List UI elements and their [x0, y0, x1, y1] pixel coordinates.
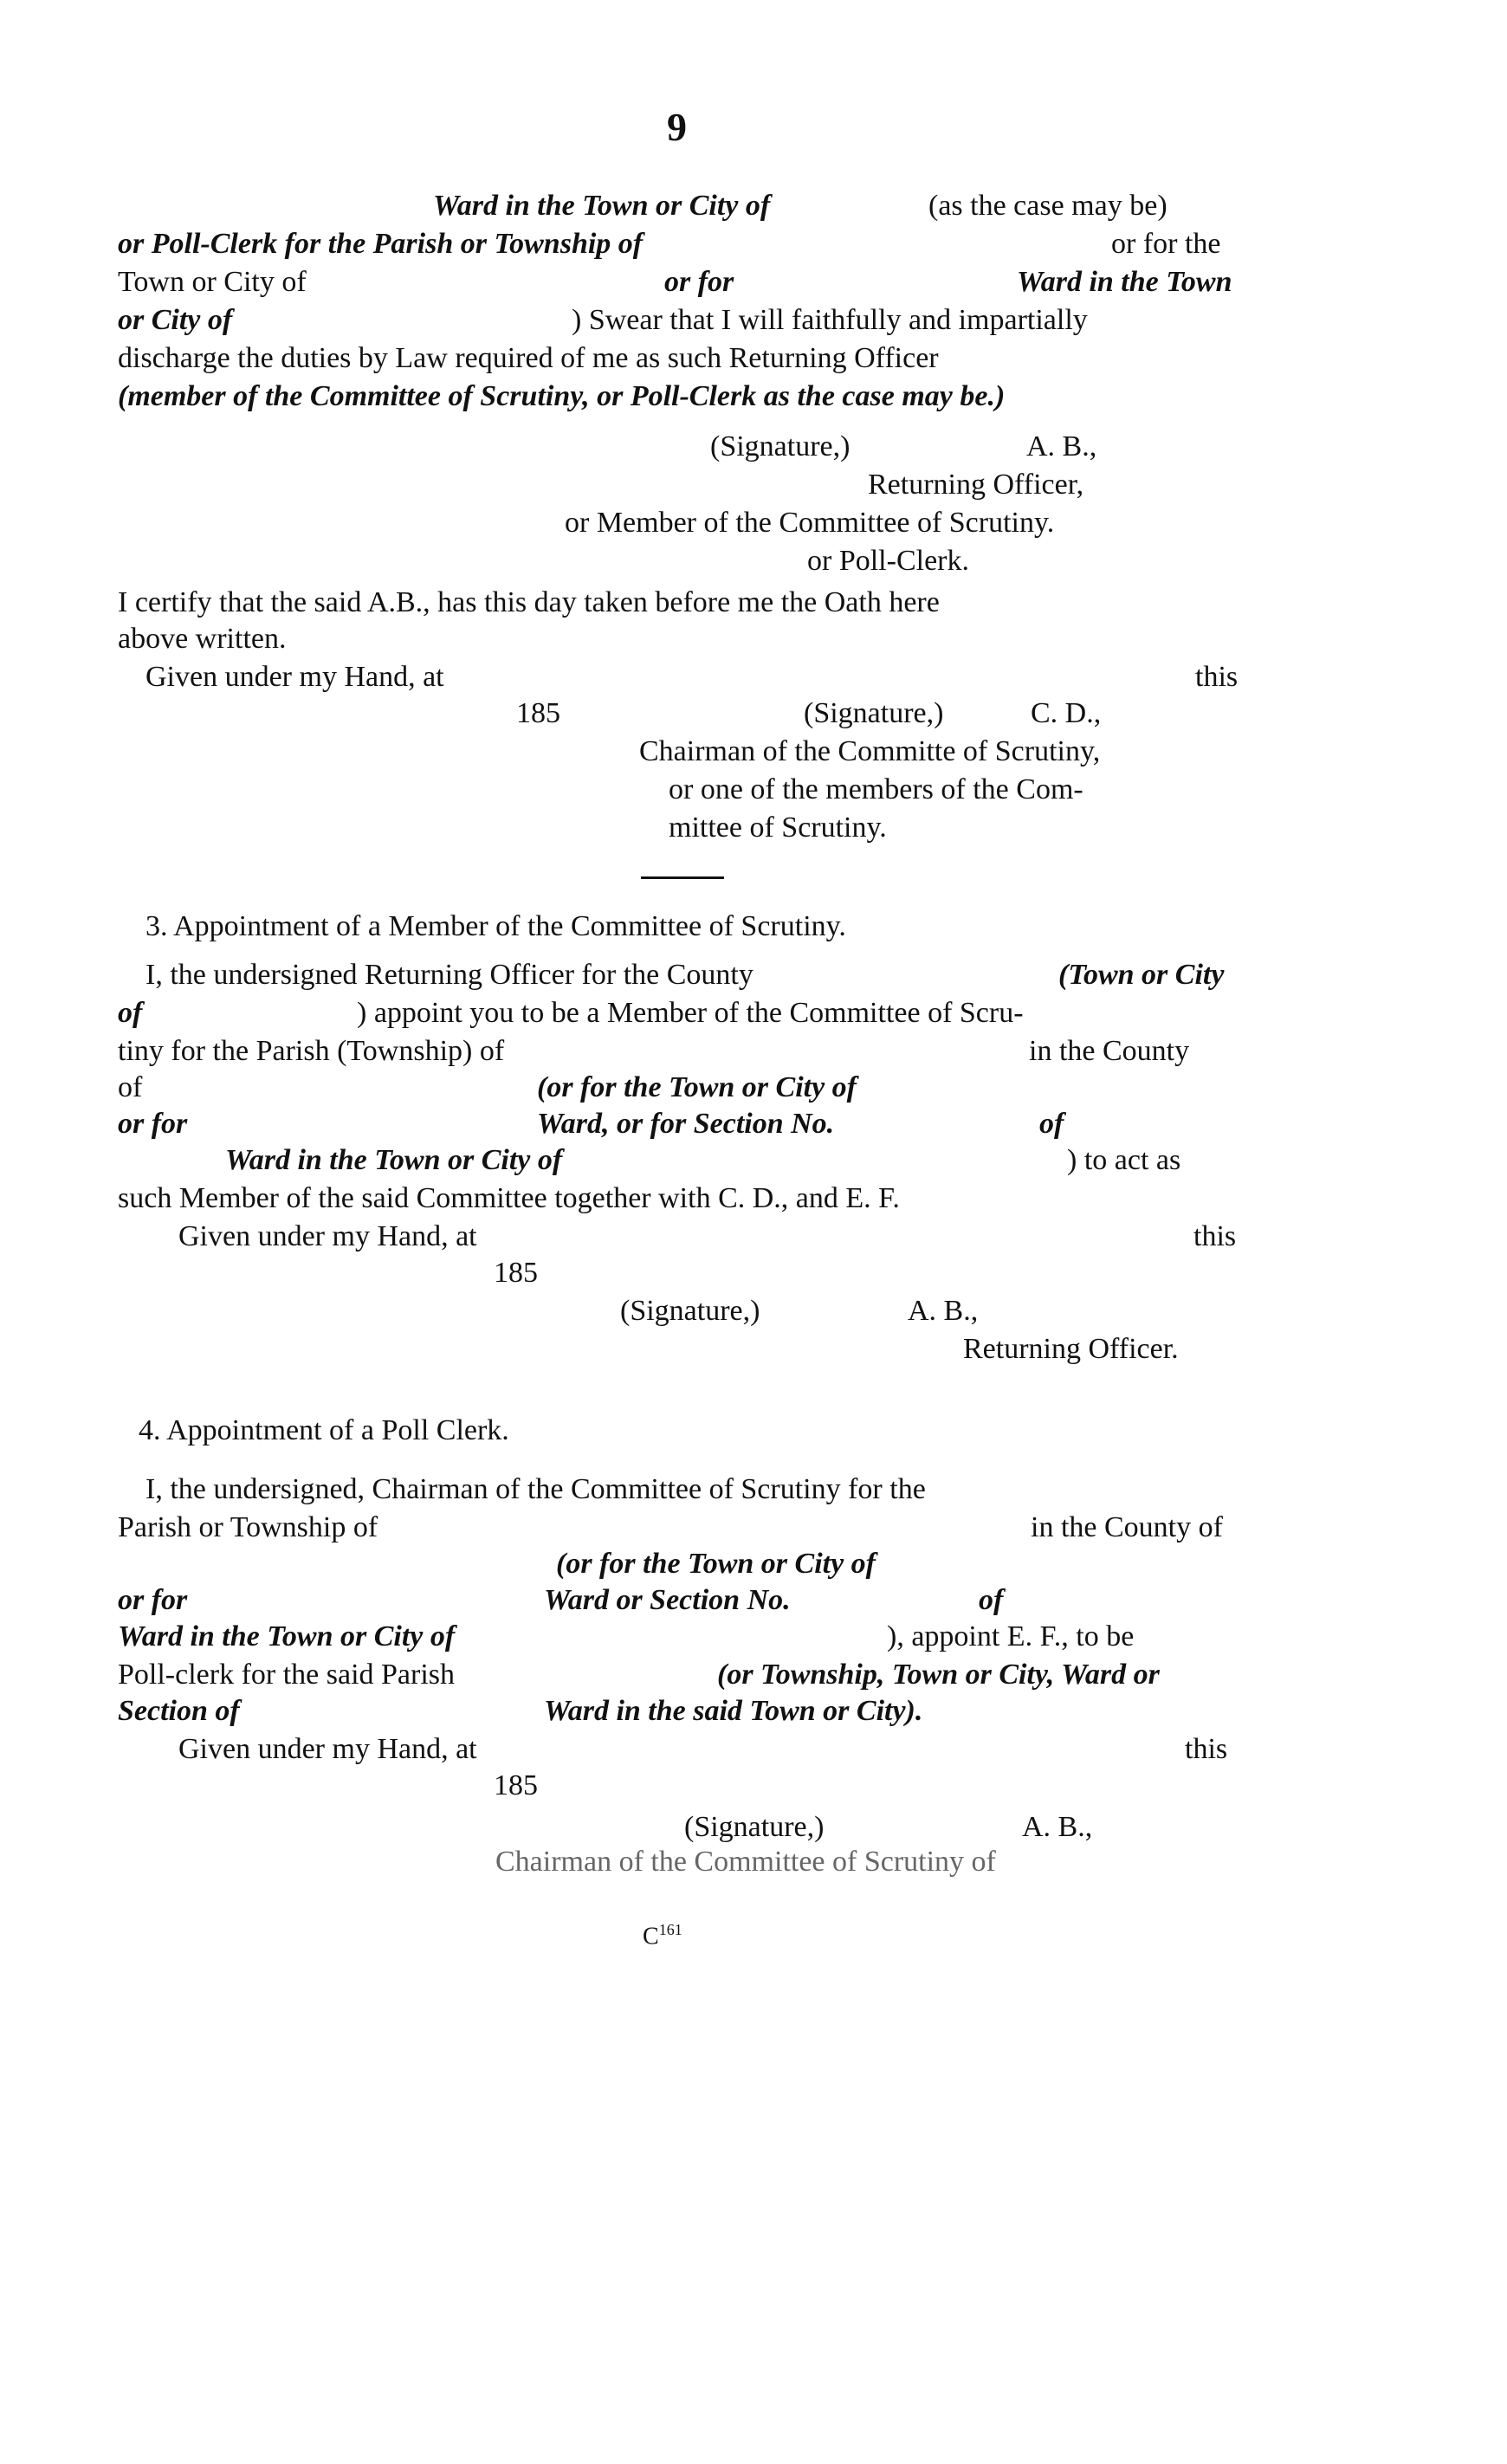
oath-line6: (member of the Committee of Scrutiny, or Poll-Clerk as the case may be.) — [118, 380, 1006, 412]
chairman-line3: mittee of Scrutiny. — [669, 812, 887, 844]
section4-line7-b: Ward in the said Town or City). — [544, 1695, 923, 1727]
oath-line4-a: or City of — [118, 304, 233, 336]
section3-line2-b: ) appoint you to be a Member of the Committee of Scru- — [357, 997, 1024, 1029]
section4-line4-c: of — [979, 1584, 1004, 1616]
section-divider — [641, 876, 724, 879]
chairman-line1: Chairman of the Committe of Scrutiny, — [639, 735, 1101, 767]
oath-signature-label: (Signature,) — [710, 430, 851, 462]
certify-line1: I certify that the said A.B., has this day taken before me the Oath here — [118, 586, 940, 618]
chairman-line2: or one of the members of the Com- — [669, 773, 1083, 805]
section4-line3: (or for the Town or City of — [556, 1548, 876, 1580]
section3-year: 185 — [494, 1257, 538, 1289]
oath-initials: A. B., — [1026, 430, 1097, 462]
section3-line4-b: (or for the Town or City of — [537, 1071, 857, 1103]
section3-heading: 3. Appointment of a Member of the Committee of Scrutiny. — [146, 910, 846, 942]
section3-given: Given under my Hand, at — [178, 1220, 477, 1252]
section4-line5-b: ), appoint E. F., to be — [887, 1620, 1135, 1652]
certify-line2: above written. — [118, 623, 287, 655]
section4-line4-b: Ward or Section No. — [544, 1584, 791, 1616]
section3-line6-b: ) to act as — [1067, 1144, 1181, 1176]
section4-line1: I, the undersigned, Chairman of the Committee of Scrutiny for the — [146, 1473, 926, 1505]
section3-line3-b: in the County — [1029, 1035, 1190, 1067]
oath-line3-a: Town or City of — [118, 266, 307, 298]
oath-year: 185 — [516, 697, 560, 729]
section3-line5-c: of — [1039, 1108, 1064, 1140]
oath-line2-a: or Poll-Clerk for the Parish or Township of — [118, 228, 644, 260]
section3-line5-a: or for — [118, 1108, 188, 1140]
oath-line3-c: Ward in the Town — [1017, 266, 1232, 298]
section4-this: this — [1185, 1733, 1228, 1765]
section4-initials: A. B., — [1022, 1811, 1093, 1843]
section4-line4-a: or for — [118, 1584, 188, 1616]
oath-line4-b: ) Swear that I will faithfully and impartially — [572, 304, 1088, 336]
section3-signature: (Signature,) — [620, 1295, 760, 1327]
section4-year: 185 — [494, 1769, 538, 1801]
section4-signature: (Signature,) — [684, 1811, 825, 1843]
section3-line1-b: (Town or City — [1058, 959, 1225, 991]
oath-role-member: or Member of the Committee of Scrutiny. — [565, 507, 1055, 539]
oath-role-returning: Returning Officer, — [868, 469, 1084, 501]
section3-line6-a: Ward in the Town or City of — [225, 1144, 563, 1176]
section3-line2-a: of — [118, 997, 143, 1029]
section4-given: Given under my Hand, at — [178, 1733, 477, 1765]
section4-line6-a: Poll-clerk for the said Parish — [118, 1659, 456, 1691]
printers-signature-mark — [643, 1921, 682, 1950]
page-number: 9 — [667, 105, 687, 149]
oath-initials2: C. D., — [1031, 697, 1102, 729]
section3-line1-a: I, the undersigned Returning Officer for the County — [146, 959, 754, 991]
oath-given: Given under my Hand, at — [146, 661, 444, 693]
oath-line1: Ward in the Town or City of — [433, 190, 771, 222]
oath-role-poll-clerk: or Poll-Clerk. — [807, 545, 969, 577]
oath-line3-b: or for — [664, 266, 734, 298]
section4-line6-b: (or Township, Town or City, Ward or — [717, 1659, 1160, 1691]
section3-line3-a: tiny for the Parish (Township) of — [118, 1035, 505, 1067]
section4-heading: 4. Appointment of a Poll Clerk. — [139, 1414, 509, 1446]
printers-signature-letter: C — [643, 1923, 659, 1950]
section3-role: Returning Officer. — [963, 1333, 1179, 1365]
section3-this: this — [1193, 1220, 1237, 1252]
oath-line1-end: (as the case may be) — [928, 190, 1167, 222]
section3-line7: such Member of the said Committee together with C. D., and E. F. — [118, 1182, 900, 1214]
section3-line4-a: of — [118, 1071, 143, 1103]
section4-line2-a: Parish or Township of — [118, 1511, 378, 1543]
oath-this: this — [1195, 661, 1239, 693]
section3-initials: A. B., — [908, 1295, 979, 1327]
section4-line7-a: Section of — [118, 1695, 240, 1727]
section4-role: Chairman of the Committee of Scrutiny of — [495, 1846, 996, 1878]
section4-line5-a: Ward in the Town or City of — [118, 1620, 456, 1652]
section4-line2-b: in the County of — [1031, 1511, 1223, 1543]
oath-signature2: (Signature,) — [804, 697, 944, 729]
printers-signature-number: 161 — [658, 1921, 682, 1938]
section3-line5-b: Ward, or for Section No. — [537, 1108, 835, 1140]
oath-line5: discharge the duties by Law required of me as such Returning Officer — [118, 342, 939, 374]
oath-line2-b: or for the — [1111, 228, 1221, 260]
